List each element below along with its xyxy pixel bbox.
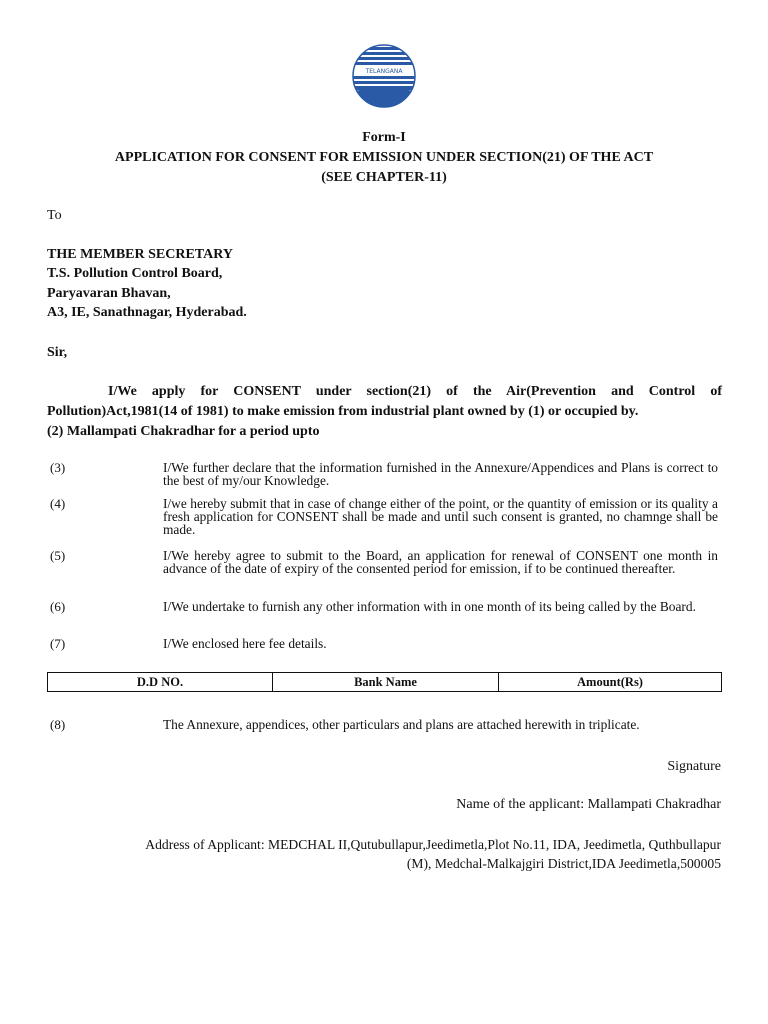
applicant-address-line-1: Address of Applicant: MEDCHAL II,Qutubullapur,Jeedimetla,Plot No.11, IDA, Jeedimetla, Quthbullapur [145,837,721,852]
salutation: Sir, [47,345,68,360]
item-text: I/We enclosed here fee details. [163,636,327,651]
intro-paragraph [47,382,722,442]
form-title: APPLICATION FOR CONSENT FOR EMISSION UNDER SECTION(21) OF THE ACT [114,150,654,165]
item-text: I/We undertake to furnish any other information with in one month of its being called by the Board. [163,599,696,614]
column-header-dd-no: D.D NO. [48,673,273,692]
intro-text: I/We apply for CONSENT under section(21) of the Air(Prevention and Control of Pollution)Act,1981(14 of 1981) to make emission from industrial plant owned by (1) or occupied by. [47,384,722,419]
form-chapter: (SEE CHAPTER-11) [321,170,447,185]
item-text: I/We further declare that the information furnished in the Annexure/Appendices and Plans is correct to the best of my/our Knowledge. [163,460,718,488]
intro-text-applicant: (2) Mallampati Chakradhar for a period upto [47,424,320,439]
telangana-pcb-logo [350,44,418,108]
item-text: The Annexure, appendices, other particulars and plans are attached herewith in triplicate. [163,717,640,732]
applicant-name: Name of the applicant: Mallampati Chakradhar [456,797,721,812]
item-number: (8) [50,717,66,732]
item-number: (7) [50,636,66,651]
recipient-line-1: THE MEMBER SECRETARY [47,247,233,262]
table-header-row [48,673,722,692]
recipient-line-3: Paryavaran Bhavan, [47,286,171,301]
form-number: Form-I [362,130,406,145]
recipient-line-4: A3, IE, Sanathnagar, Hyderabad. [47,305,247,320]
item-text: I/We hereby agree to submit to the Board, an application for renewal of CONSENT one month in advance of the date of expiry of the consented period for emission, if to be continued thereafter. [163,548,718,576]
column-header-bank-name: Bank Name [273,673,499,692]
item-number: (4) [50,496,66,511]
item-number: (5) [50,548,66,563]
item-text: I/we hereby submit that in case of change either of the point, or the quantity of emission or its quality a fresh application for CONSENT shall be made and until such consent is granted, no chamnge shall be made. [163,496,718,537]
to-label: To [47,208,62,223]
recipient-line-2: T.S. Pollution Control Board, [47,266,223,281]
item-number: (3) [50,460,66,475]
signature-label: Signature [667,759,721,774]
svg-text:TELANGANA: TELANGANA [365,68,403,75]
applicant-address-line-2: (M), Medchal-Malkajgiri District,IDA Jeedimetla,500005 [406,856,721,871]
fee-details-table [47,672,722,692]
item-number: (6) [50,599,66,614]
column-header-amount: Amount(Rs) [499,673,722,692]
